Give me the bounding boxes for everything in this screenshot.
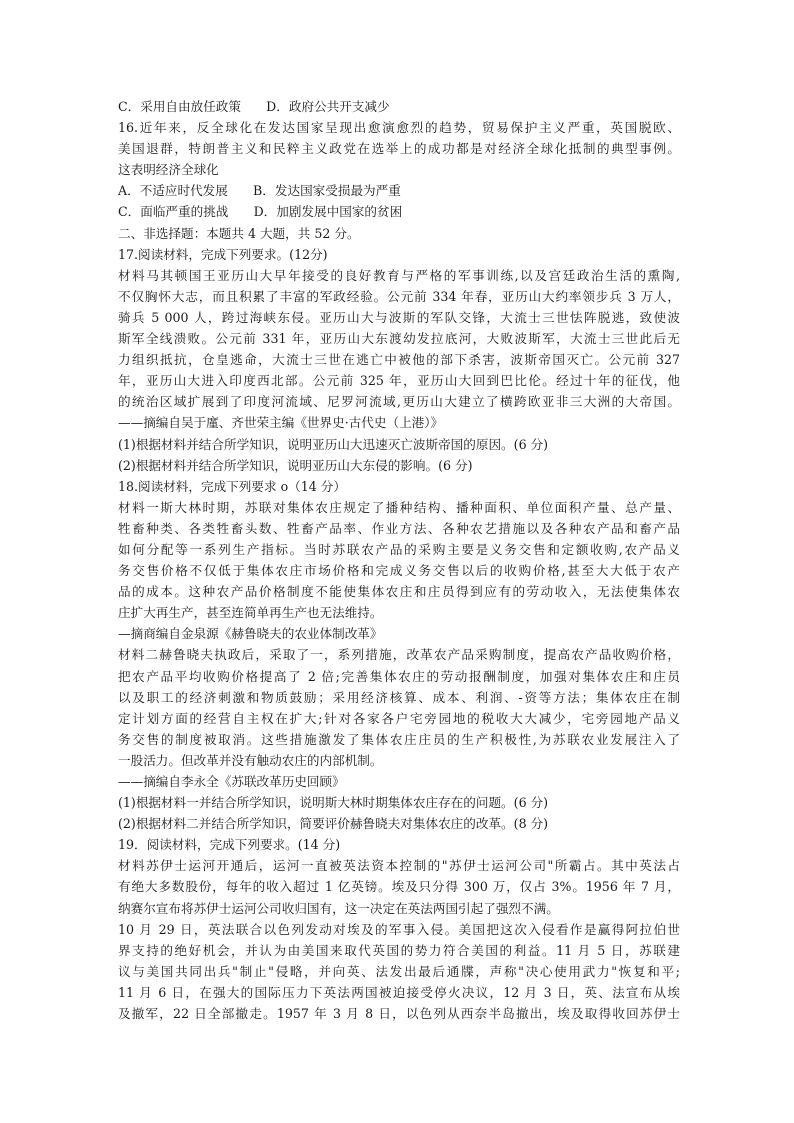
option-line: C．采用自由放任政策 D．政府公共开支减少 bbox=[118, 99, 390, 114]
question-18-material-1: 材料一斯大林时期，苏联对集体农庄规定了播种结构、播种面积、单位面积产量、总产量、 bbox=[118, 499, 680, 515]
option-line: C．面临严重的挑战 D．加剧发展中国家的贫困 bbox=[118, 204, 403, 220]
question-18-material-1: 品的成本。这种农产品价格制度不能使集体农庄和庄员得到应有的劳动收入，无法使集体农 bbox=[118, 584, 680, 600]
sub-question: (1)根据材料并结合所学知识，说明亚历山大迅速灭亡波斯帝国的原因。(6 分) bbox=[118, 436, 549, 452]
question-19-material: 及撤军，22 日全部撤走。1957 年 3 月 8 日，以色列从西奈半岛撤出，埃及取得收回苏伊士 bbox=[118, 1006, 680, 1022]
question-18-heading: 18.阅读材料，完成下列要求 o（14 分） bbox=[118, 478, 346, 494]
question-17-material: 的统治区域扩展到了印度河流域、尼罗河流域,更历山大建立了横跨欧亚非三大洲的大帝国。 bbox=[118, 394, 680, 410]
question-19-material: 议与美国共同出兵"制止"侵略，并向英、法发出最后通牒，声称"决心使用武力"恢复和平; bbox=[118, 963, 680, 979]
question-18-material-1: 牲畜种类、各类牲畜头数、牲畜产品率、作业方法、各种农艺措施以及各种农产品和畜产品 bbox=[118, 520, 680, 536]
question-16-text: 这表明经济全球化 bbox=[118, 162, 219, 178]
question-18-material-1: 如何分配等一系列生产指标。当时苏联农产品的采购主要是义务交售和定额收购,农产品义 bbox=[118, 541, 680, 557]
question-19-heading: 19．阅读材料，完成下列要求。(14 分) bbox=[118, 837, 341, 853]
question-17-heading: 17.阅读材料，完成下列要求。(12分) bbox=[118, 246, 328, 262]
source-citation: —摘商编自金泉源《赫鲁晓夫的农业体制改革》 bbox=[118, 626, 383, 642]
question-17-material: 斯军全线溃败。公元前 331 年，亚历山大东渡幼发拉底河，大败波斯军，大流士三世此后无 bbox=[118, 331, 680, 347]
question-18-material-2: 以及职工的经济刺激和物质鼓励；采用经济核算、成本、利润、-资等方法；集体农庄在制 bbox=[118, 689, 680, 705]
question-16-text: 16.近年来，反全球化在发达国家呈现出愈演愈烈的趋势，贸易保护主义严重，英国脱欧、 bbox=[118, 120, 680, 136]
section-heading: 二、非选择题：本题共 4 大题，共 52 分。 bbox=[118, 225, 360, 241]
question-19-material: 10 月 29 日，英法联合以色列发动对埃及的军事入侵。美国把这次入侵看作是赢得阿拉伯世 bbox=[118, 921, 680, 937]
sub-question: (1)根据材料一并结合所学知识，说明斯大林时期集体农庄存在的问题。(6 分) bbox=[118, 795, 549, 811]
source-citation: ——摘编自李永全《苏联改革历史回顾》 bbox=[118, 774, 345, 789]
question-18-material-2: 材料二赫鲁晓夫执政后，采取了一，系列措施，改革农产品采购制度，提高农产品收购价格， bbox=[118, 647, 680, 663]
question-19-material: 界支持的绝好机会，并认为由美国来取代英国的势力符合美国的利益。11 月 5 日，苏联建 bbox=[118, 942, 680, 958]
question-18-material-2: 定计划方面的经营自主权在扩大;针对各家各户宅旁园地的税收大大减少，宅旁园地产品义 bbox=[118, 710, 680, 726]
question-16-text: 美国退群，特朗普主义和民粹主义政党在选举上的成功都是对经济全球化抵制的典型事例。 bbox=[118, 141, 680, 157]
sub-question: (2)根据材料并结合所学知识，说明亚历山大东侵的影响。(6 分) bbox=[118, 457, 473, 473]
question-18-material-1: 务交售价格不仅低于集体农庄市场价格和完成义务交售以后的收购价格,甚至大大低于农产 bbox=[118, 563, 680, 579]
question-17-material: 骑兵 5 000 人，跨过海峡东侵。亚历山大与波斯的军队交锋，大流士三世怯阵脱逃，致使波 bbox=[118, 309, 680, 325]
question-19-material: 纳赛尔宣布将苏伊士运河公司收归国有，这一决定在英法两国引起了强烈不满。 bbox=[118, 900, 559, 916]
question-19-material: 11 月 6 日，在强大的国际压力下英法两国被迫接受停火决议，12 月 3 日，英、法宣布从埃 bbox=[118, 984, 680, 1000]
question-18-material-2: 务交售的制度被取消。这些措施激发了集体农庄庄员的生产积极性,为苏联农业发展注入了 bbox=[118, 731, 680, 747]
question-18-material-1: 庄扩大再生产，甚至连简单再生产也无法维持。 bbox=[118, 605, 383, 621]
question-17-material: 材料马其顿国王亚历山大早年接受的良好教育与严格的军事训练,以及宫廷政治生活的熏陶, bbox=[118, 267, 680, 283]
question-17-material: 力组织抵抗，仓皇逃命，大流士三世在逃亡中被他的部下杀害，波斯帝国灭亡。公元前 327 bbox=[118, 352, 680, 368]
question-18-material-2: 一股活力。但改革并没有触动农庄的内部机制。 bbox=[118, 752, 383, 768]
source-citation: ——摘编自吴于廑、齐世荣主编《世界史·古代史（上港）》 bbox=[118, 415, 444, 431]
sub-question: (2)根据材料二并结合所学知识，简要评价赫鲁晓夫对集体农庄的改革。(8 分) bbox=[118, 816, 549, 832]
question-17-material: 年，亚历山大进入印度西北部。公元前 325 年，亚历山大回到巴比伦。经过十年的征伐，他 bbox=[118, 373, 680, 389]
question-19-material: 材料苏伊士运河开通后，运河一直被英法资本控制的"苏伊士运河公司"所霸占。其中英法占 bbox=[118, 858, 680, 874]
option-line: A．不适应时代发展 B．发达国家受损最为严重 bbox=[118, 183, 401, 199]
question-19-material: 有绝大多数股份，每年的收入超过 1 亿英镑。埃及只分得 300 万，仅占 3%。1956 年 7 月， bbox=[118, 879, 680, 895]
question-18-material-2: 把农产品平均收购价格提高了 2 倍;完善集体农庄的劳动报酬制度，加强对集体农庄和庄员 bbox=[118, 668, 680, 684]
exam-page bbox=[118, 96, 680, 1024]
question-17-material: 不仅胸怀大志，而且积累了丰富的军政经验。公元前 334 年春，亚历山大约率领步兵 3 万人， bbox=[118, 288, 680, 304]
